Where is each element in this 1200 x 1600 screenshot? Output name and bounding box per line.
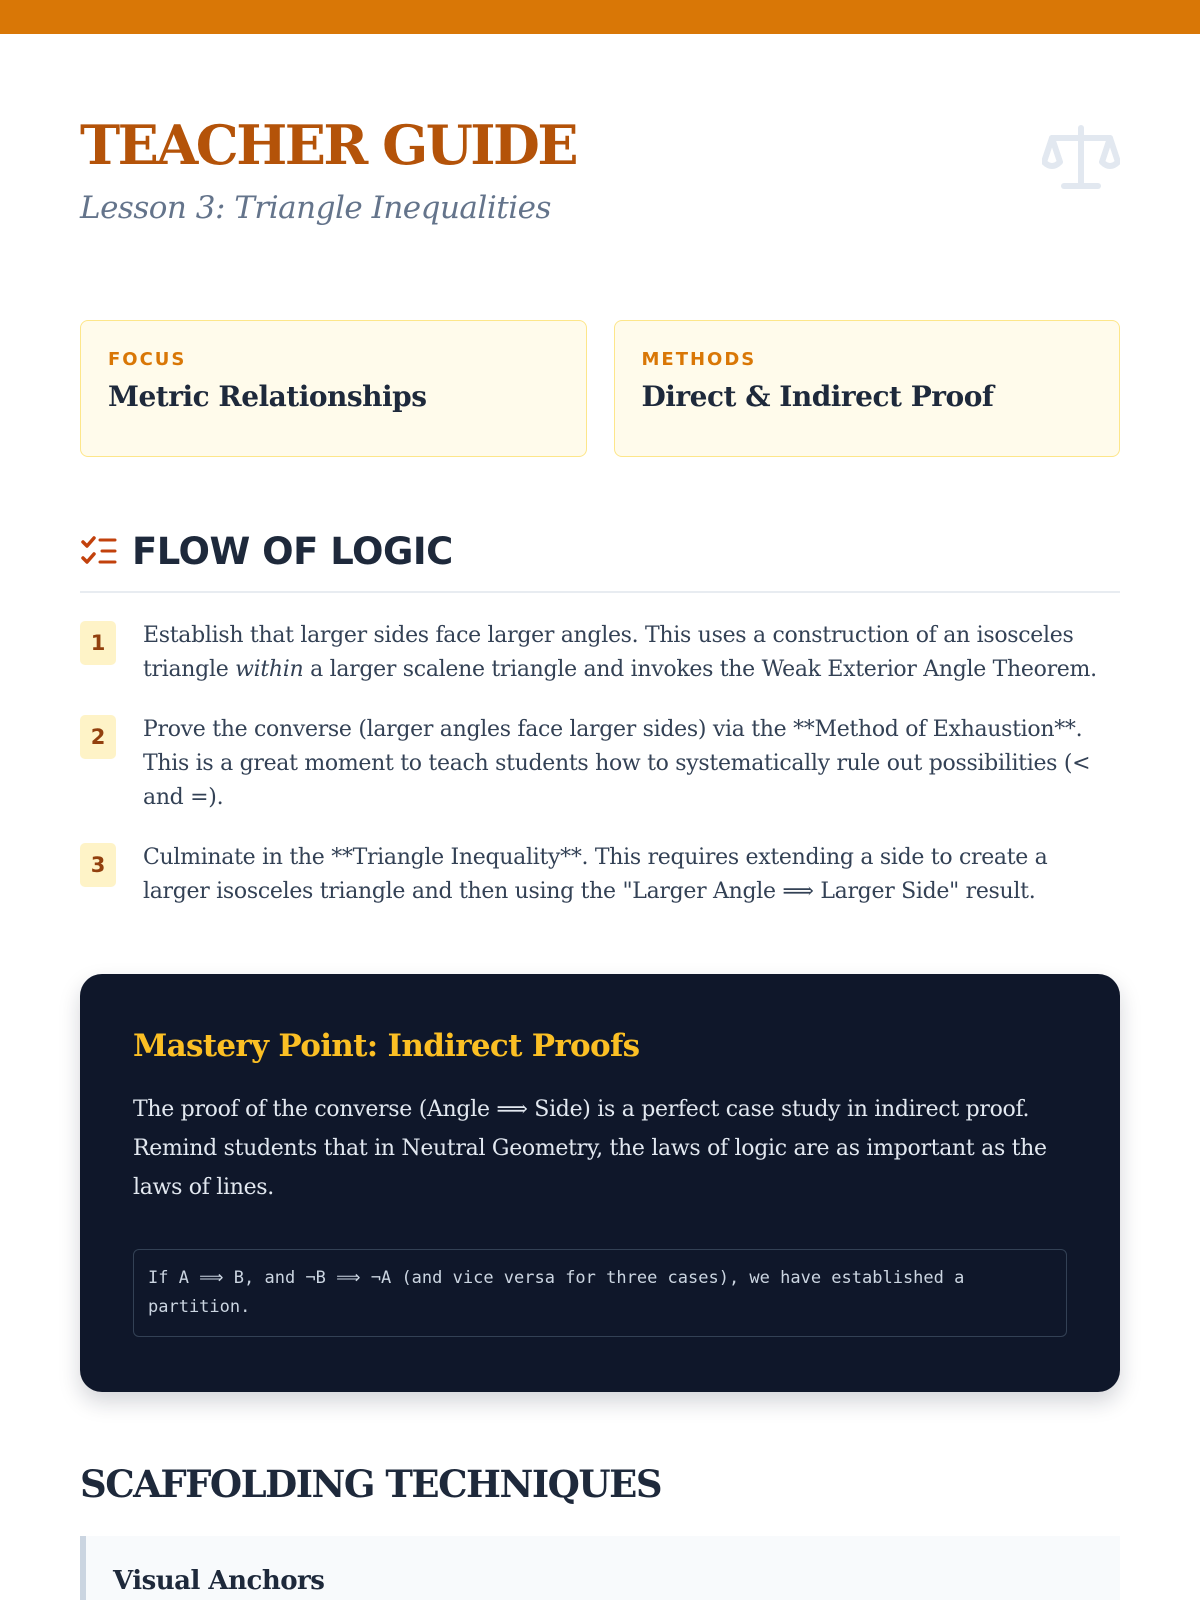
- logic-steps: [80, 619, 1120, 909]
- focus-card-label: FOCUS: [108, 349, 187, 370]
- step-text: Culminate in the **Triangle Inequality**. This requires extending a side to create a larger isosceles triangle and then using the "Larger Angle ⟹ Larger Side" result.: [143, 845, 1048, 904]
- scaffolding-section: [80, 1462, 1120, 1600]
- page-subtitle: Lesson 3: Triangle Inequalities: [80, 190, 551, 226]
- top-accent-bar: [0, 0, 1200, 34]
- step-number-badge: 3: [80, 843, 116, 887]
- list-item: [80, 619, 1120, 687]
- focus-card-value: Metric Relationships: [108, 380, 427, 413]
- step-text: Establish that larger sides face larger angles. This uses a construction of an isosceles triangle within a larger scalene triangle and invokes the Weak Exterior Angle Theorem.: [143, 623, 1097, 682]
- summary-cards: [80, 320, 1120, 457]
- flow-section-title: FLOW OF LOGIC: [132, 529, 453, 573]
- focus-card: [80, 320, 587, 457]
- methods-card-value: Direct & Indirect Proof: [641, 380, 994, 413]
- list-item: [80, 713, 1120, 815]
- page-title: TEACHER GUIDE: [80, 113, 577, 177]
- methods-card-label: METHODS: [641, 349, 757, 370]
- step-text: Prove the converse (larger angles face larger sides) via the **Method of Exhaustion**. This is a great moment to teach students how to systematically rule out possibilities (< and =).: [143, 717, 1091, 810]
- visual-anchors-card: [80, 1536, 1120, 1600]
- checklist-icon: [80, 534, 118, 568]
- step-number-badge: 2: [80, 715, 116, 759]
- flow-section-header: [80, 525, 1120, 593]
- scaffolding-title: SCAFFOLDING TECHNIQUES: [80, 1462, 662, 1506]
- logic-code-block: If A ⟹ B, and ¬B ⟹ ¬A (and vice versa for three cases), we have established a partition.: [133, 1249, 1067, 1337]
- scale-icon: [1042, 122, 1120, 192]
- mastery-body: The proof of the converse (Angle ⟹ Side) is a perfect case study in indirect proof. Remind students that in Neutral Geometry, the laws of logic are as important as the laws of lines.: [133, 1097, 1047, 1200]
- page-header: [80, 112, 1120, 252]
- list-item: [80, 841, 1120, 909]
- step-number-badge: 1: [80, 621, 116, 665]
- mastery-title: Mastery Point: Indirect Proofs: [133, 1028, 640, 1064]
- visual-anchors-title: Visual Anchors: [113, 1566, 325, 1596]
- mastery-point-panel: [80, 974, 1120, 1392]
- flow-of-logic-section: [80, 525, 1120, 935]
- methods-card: [614, 320, 1121, 457]
